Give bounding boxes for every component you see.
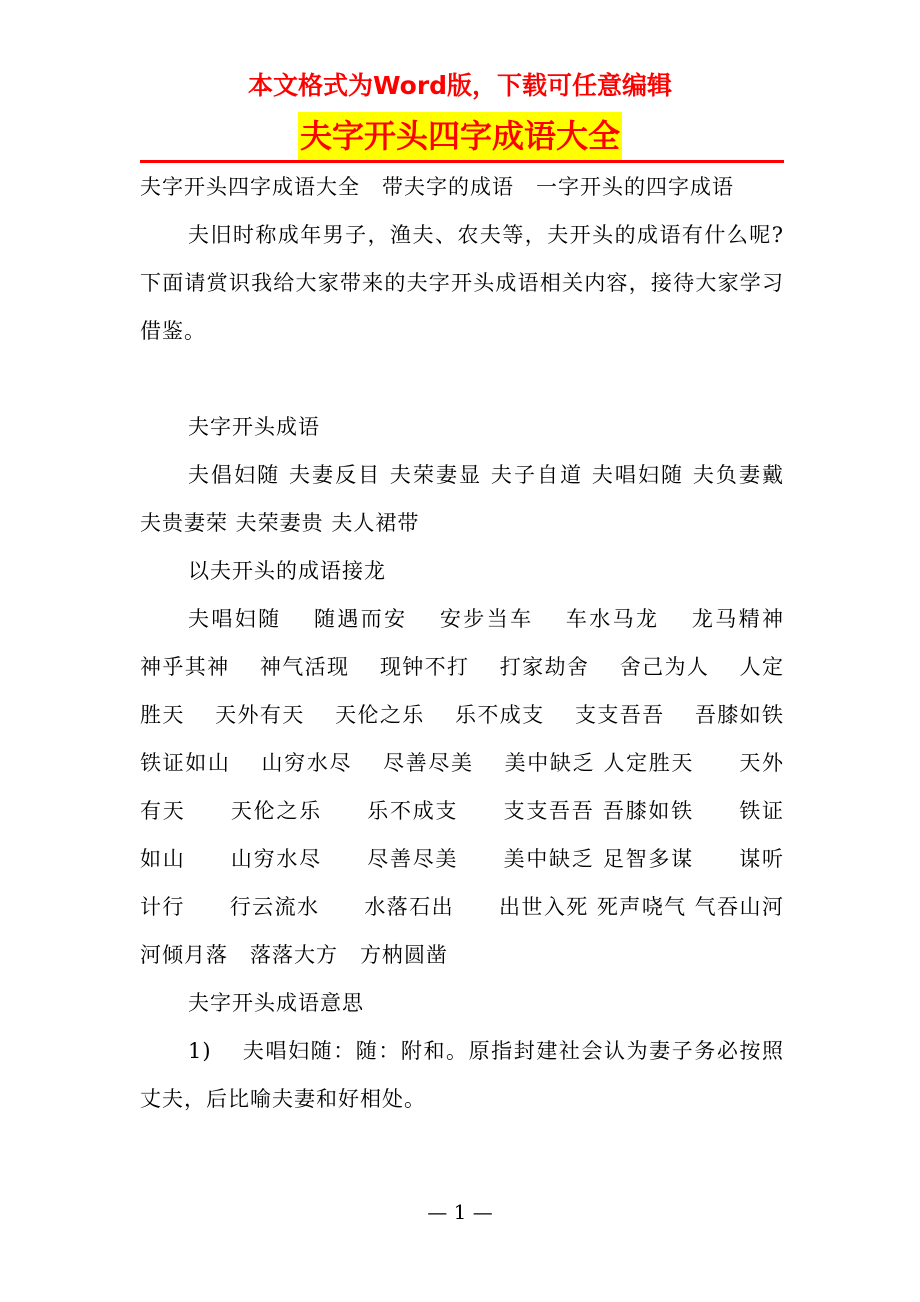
- document-title: 夫字开头四字成语大全: [298, 112, 622, 160]
- section-heading-chain: 以夫开头的成语接龙: [188, 559, 386, 583]
- intro-line: 夫字开头四字成语大全 带夫字的成语 一字开头的四字成语: [140, 175, 734, 199]
- blank-line: [140, 355, 784, 403]
- idioms-list: 夫倡妇随 夫妻反目 夫荣妻显 夫子自道 夫唱妇随 夫负妻戴 夫贵妻荣 夫荣妻贵 夫人裙带: [140, 463, 784, 535]
- intro-paragraph: 夫旧时称成年男子，渔夫、农夫等，夫开头的成语有什么呢?下面请赏识我给大家带来的夫字开头成语相关内容，接待大家学习借鉴。: [140, 223, 784, 343]
- meaning-item: 1) 夫唱妇随：随：附和。原指封建社会认为妻子务必按照丈夫，后比喻夫妻和好相处。: [140, 1039, 784, 1111]
- document-body: [140, 163, 814, 1123]
- title-container: [0, 112, 920, 160]
- idiom-chain-list: 夫唱妇随 随遇而安 安步当车 车水马龙 龙马精神 神乎其神 神气活现 现钟不打 打家劫舍 舍己为人 人定胜天 天外有天 天伦之乐 乐不成支 支支吾吾 吾膝如铁 铁证如山 山穷水尽 尽善尽美 美中缺乏 人定胜天 天外有天 天伦之乐 乐不成支 支支吾吾 吾膝如铁 铁证如山 山穷水尽 尽善尽美 美中缺乏 足智多谋 谋听计行 行云流水 水落石出 出世入死 死声哓气 气吞山河 河倾月落 落落大方 方枘圆凿: [140, 607, 814, 967]
- section-heading-idioms: 夫字开头成语: [188, 415, 320, 439]
- page-number: — 1 —: [427, 1200, 493, 1224]
- section-heading-meanings: 夫字开头成语意思: [188, 991, 364, 1015]
- format-notice: 本文格式为Word版，下载可任意编辑: [247, 71, 673, 100]
